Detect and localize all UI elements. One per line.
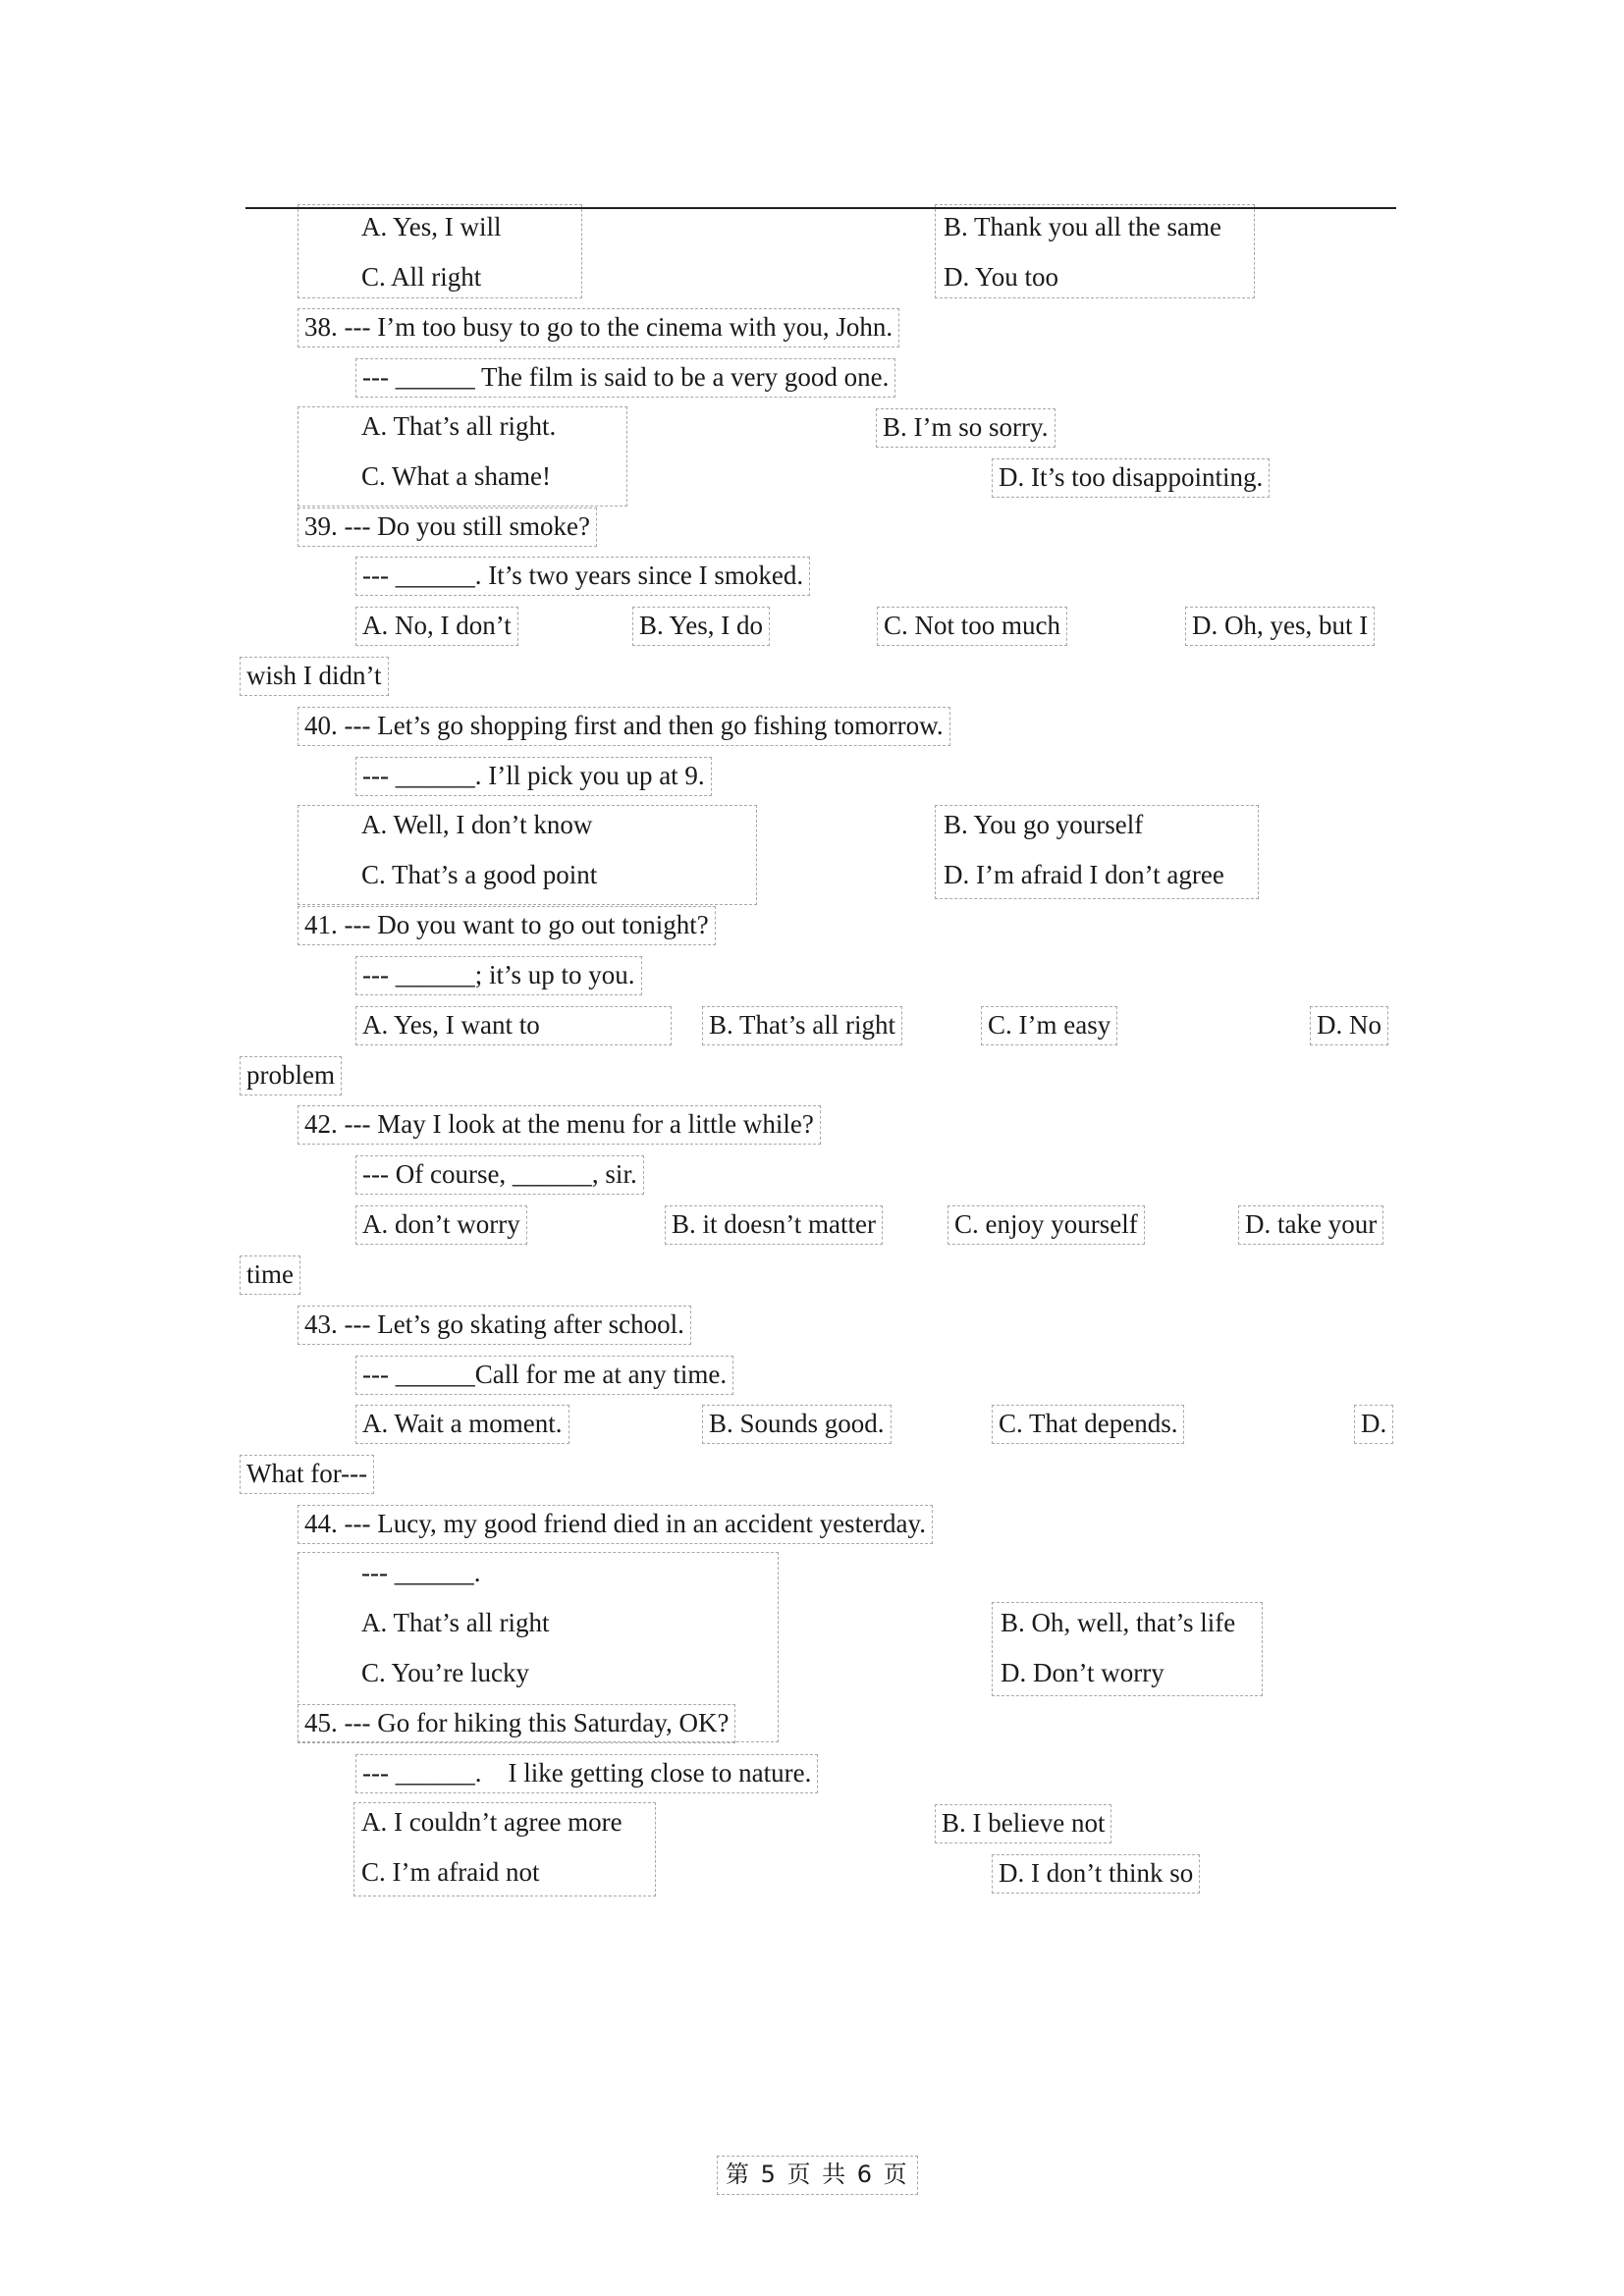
q39-option-b: B. Yes, I do — [632, 607, 770, 646]
q45-option-c: C. I’m afraid not — [361, 1857, 540, 1887]
q45-option-a: A. I couldn’t agree more — [361, 1807, 623, 1837]
q44-option-a: A. That’s all right — [361, 1608, 550, 1637]
q41-question: 41. --- Do you want to go out tonight? — [298, 906, 716, 945]
q42-reply: --- Of course, ______, sir. — [355, 1155, 644, 1195]
page-number-footer: 第 5 页 共 6 页 — [717, 2156, 918, 2195]
q41-reply: --- ______; it’s up to you. — [355, 956, 642, 995]
q38-option-a: A. That’s all right. — [361, 411, 557, 441]
q43-option-c: C. That depends. — [992, 1405, 1184, 1444]
q43-option-b: B. Sounds good. — [702, 1405, 892, 1444]
q45-question: 45. --- Go for hiking this Saturday, OK? — [298, 1704, 735, 1743]
q45-reply: --- ______. I like getting close to nature. — [355, 1754, 818, 1793]
q42-option-b: B. it doesn’t matter — [665, 1205, 883, 1245]
q42-question: 42. --- May I look at the menu for a little while? — [298, 1105, 821, 1145]
q40-option-b: B. You go yourself — [944, 810, 1144, 839]
q37-option-c: C. All right — [361, 262, 482, 292]
q40-option-c: C. That’s a good point — [361, 860, 598, 889]
q42-option-c: C. enjoy yourself — [947, 1205, 1145, 1245]
q44-reply: --- ______. — [361, 1558, 481, 1587]
q38-option-c: C. What a shame! — [361, 461, 551, 491]
q44-option-b: B. Oh, well, that’s life — [1001, 1608, 1236, 1637]
q43-option-d-continued: What for--- — [240, 1455, 374, 1494]
q37-option-b: B. Thank you all the same — [944, 212, 1221, 241]
q43-question: 43. --- Let’s go skating after school. — [298, 1306, 691, 1345]
q45-option-b: B. I believe not — [935, 1804, 1111, 1843]
q37-option-d: D. You too — [944, 262, 1059, 292]
q44-option-c: C. You’re lucky — [361, 1658, 530, 1687]
q39-option-a: A. No, I don’t — [355, 607, 518, 646]
q45-option-d: D. I don’t think so — [992, 1854, 1200, 1894]
q38-option-b: B. I’m so sorry. — [876, 408, 1056, 448]
q39-option-d-continued: wish I didn’t — [240, 657, 389, 696]
q38-reply: --- ______ The film is said to be a very good one. — [355, 358, 895, 398]
q42-option-a: A. don’t worry — [355, 1205, 527, 1245]
q40-reply: --- ______. I’ll pick you up at 9. — [355, 757, 712, 796]
q38-option-d: D. It’s too disappointing. — [992, 458, 1270, 498]
q41-option-c: C. I’m easy — [981, 1006, 1117, 1045]
q44-question: 44. --- Lucy, my good friend died in an accident yesterday. — [298, 1505, 933, 1544]
q43-option-a: A. Wait a moment. — [355, 1405, 569, 1444]
q37-option-a: A. Yes, I will — [361, 212, 502, 241]
q38-question: 38. --- I’m too busy to go to the cinema with you, John. — [298, 308, 899, 347]
q44-option-d: D. Don’t worry — [1001, 1658, 1164, 1687]
q41-option-a: A. Yes, I want to — [355, 1006, 672, 1045]
q40-question: 40. --- Let’s go shopping first and then go fishing tomorrow. — [298, 707, 950, 746]
q41-option-d: D. No — [1310, 1006, 1388, 1045]
q39-option-c: C. Not too much — [877, 607, 1067, 646]
q39-question: 39. --- Do you still smoke? — [298, 507, 597, 547]
q39-reply: --- ______. It’s two years since I smoked. — [355, 557, 810, 596]
q42-option-d: D. take your — [1238, 1205, 1383, 1245]
q41-option-d-continued: problem — [240, 1056, 342, 1095]
q40-option-a: A. Well, I don’t know — [361, 810, 593, 839]
q43-option-d: D. — [1354, 1405, 1393, 1444]
q40-option-d: D. I’m afraid I don’t agree — [944, 860, 1224, 889]
q39-option-d: D. Oh, yes, but I — [1185, 607, 1375, 646]
q41-option-b: B. That’s all right — [702, 1006, 902, 1045]
q43-reply: --- ______Call for me at any time. — [355, 1356, 733, 1395]
q42-option-d-continued: time — [240, 1255, 300, 1295]
